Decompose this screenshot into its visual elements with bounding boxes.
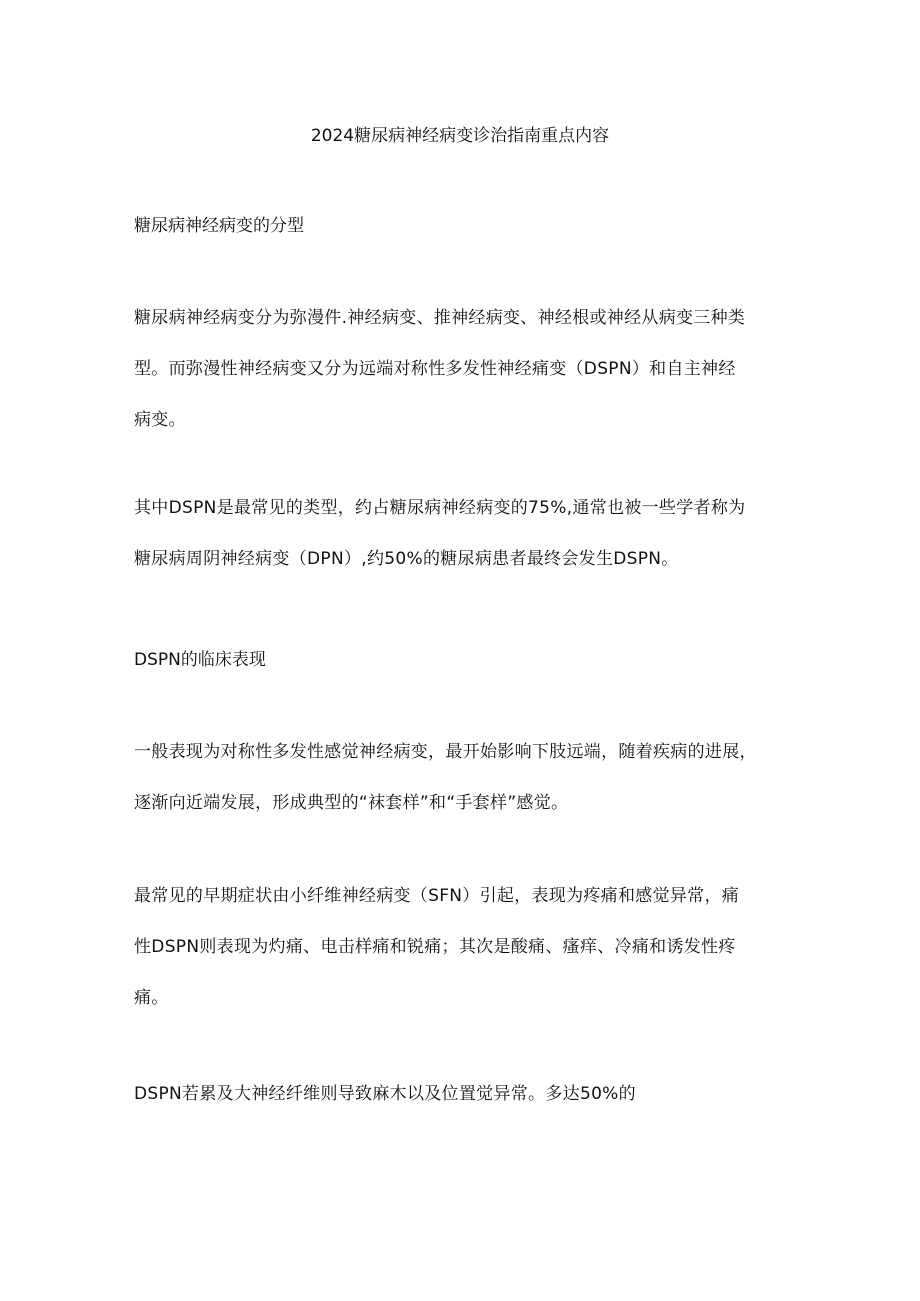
paragraph-line: 性DSPN则表现为灼痛、电击样痛和锐痛；其次是酸痛、瘙痒、冷痛和诱发性疼 bbox=[134, 937, 736, 957]
paragraph-classification-types bbox=[134, 306, 794, 459]
paragraph-line: 型。而弥漫性神经病变又分为远端对称性多发性神经痛变（DSPN）和自主神经 bbox=[134, 359, 736, 379]
paragraph-line: 其中DSPN是最常见的类型，约占糖尿病神经病变的75%,通常也被一些学者称为 bbox=[134, 498, 746, 518]
paragraph-line: 病变。 bbox=[134, 410, 186, 430]
paragraph-general-presentation bbox=[134, 740, 794, 842]
paragraph-early-symptoms bbox=[134, 884, 794, 1037]
paragraph-dspn-prevalence bbox=[134, 496, 794, 598]
paragraph-line: 一般表现为对称性多发性感觉神经病变，最开始影响下肢远端，随着疾病的进展， bbox=[134, 742, 757, 762]
section-heading-clinical: DSPN的临床表现 bbox=[134, 650, 266, 670]
paragraph-line: 痛。 bbox=[134, 988, 169, 1008]
paragraph-line: 糖尿病神经病变分为弥漫件.神经病变、推神经病变、神经根或神经从病变三种类 bbox=[134, 308, 746, 328]
paragraph-line: DSPN若累及大神经纤维则导致麻木以及位置觉异常。多达50%的 bbox=[134, 1084, 636, 1104]
paragraph-line: 最常见的早期症状由小纤维神经病变（SFN）引起，表现为疼痛和感觉异常，痛 bbox=[134, 886, 740, 906]
paragraph-line: 糖尿病周阴神经病变（DPN）,约50%的糖尿病患者最终会发生DSPN。 bbox=[134, 549, 679, 569]
paragraph-large-fiber bbox=[134, 1082, 794, 1133]
paragraph-line: 逐渐向近端发展，形成典型的“袜套样”和“手套样”感觉。 bbox=[134, 793, 569, 813]
section-heading-classification: 糖尿病神经病变的分型 bbox=[134, 216, 304, 236]
document-title: 2024糖尿病神经病变诊治指南重点内容 bbox=[310, 126, 610, 146]
